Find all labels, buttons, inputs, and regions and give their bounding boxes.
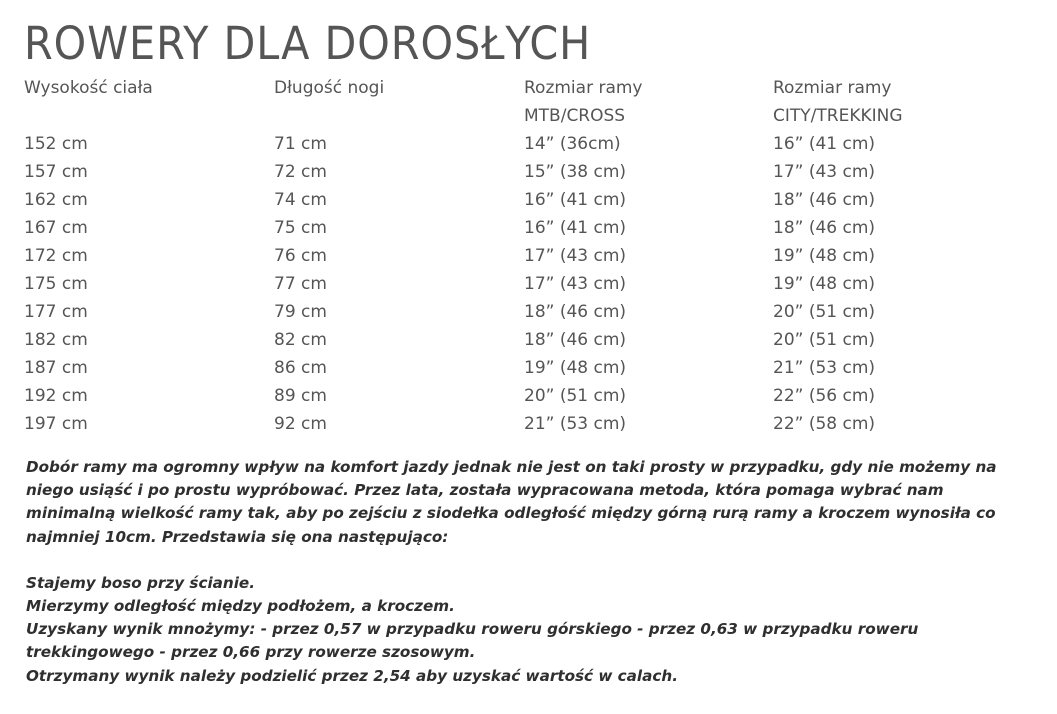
header-line2: MTB/CROSS — [524, 106, 626, 126]
step-3: Uzyskany wynik mnożymy: - przez 0,57 w przypadku roweru górskiego - przez 0,63 w przypadku roweru trekkingowego - przez 0,66 przy rowerze szosowym. — [26, 620, 919, 662]
cell-body-height: 197 cm — [24, 414, 88, 434]
header-line1: Rozmiar ramy — [773, 78, 892, 98]
table-row — [24, 382, 1034, 410]
cell-frame-mtb: 17” (43 cm) — [524, 246, 627, 266]
cell-frame-city: 22” (58 cm) — [773, 414, 876, 434]
cell-frame-city: 19” (48 cm) — [773, 246, 876, 266]
cell-leg-length: 79 cm — [274, 302, 327, 322]
cell-leg-length: 89 cm — [274, 386, 327, 406]
cell-frame-mtb: 20” (51 cm) — [524, 386, 627, 406]
step-1: Stajemy boso przy ścianie. — [26, 573, 256, 592]
cell-body-height: 192 cm — [24, 386, 88, 406]
cell-leg-length: 74 cm — [274, 190, 327, 210]
cell-leg-length: 92 cm — [274, 414, 327, 434]
cell-frame-mtb: 16” (41 cm) — [524, 218, 627, 238]
cell-frame-city: 20” (51 cm) — [773, 330, 876, 350]
cell-frame-city: 18” (46 cm) — [773, 190, 876, 210]
cell-body-height: 167 cm — [24, 218, 88, 238]
intro-paragraph: Dobór ramy ma ogromny wpływ na komfort jazdy jednak nie jest on taki prosty w przypadku, gdy nie możemy na niego usiąść i po prostu wypróbować. Przez lata, została wypracowana metoda, która pomaga wybrać nam minimalną wielkość ramy tak, aby po zejściu z siodełka odległość między górną rurą ramy a kroczem wynosiła co najmniej 10cm. Przedstawia się ona następująco: — [26, 458, 997, 546]
cell-frame-mtb: 18” (46 cm) — [524, 330, 627, 350]
table-row — [24, 326, 1034, 354]
table-row — [24, 354, 1034, 382]
cell-body-height: 177 cm — [24, 302, 88, 322]
cell-frame-mtb: 15” (38 cm) — [524, 162, 627, 182]
table-row — [24, 158, 1034, 186]
cell-frame-mtb: 14” (36cm) — [524, 134, 621, 154]
table-row — [24, 214, 1034, 242]
cell-frame-mtb: 17” (43 cm) — [524, 274, 627, 294]
step-2: Mierzymy odległość między podłożem, a kroczem. — [26, 597, 455, 616]
cell-body-height: 175 cm — [24, 274, 88, 294]
cell-frame-mtb: 21” (53 cm) — [524, 414, 627, 434]
header-frame-mtb — [524, 74, 643, 130]
cell-leg-length: 77 cm — [274, 274, 327, 294]
cell-leg-length: 72 cm — [274, 162, 327, 182]
cell-body-height: 152 cm — [24, 134, 88, 154]
header-frame-city — [773, 74, 903, 130]
cell-frame-city: 21” (53 cm) — [773, 358, 876, 378]
cell-leg-length: 86 cm — [274, 358, 327, 378]
cell-frame-mtb: 18” (46 cm) — [524, 302, 627, 322]
cell-body-height: 157 cm — [24, 162, 88, 182]
header-line1: Długość nogi — [274, 78, 385, 98]
cell-body-height: 187 cm — [24, 358, 88, 378]
header-line1: Rozmiar ramy — [524, 78, 643, 98]
table-row — [24, 410, 1034, 438]
cell-frame-mtb: 16” (41 cm) — [524, 190, 627, 210]
table-row — [24, 130, 1034, 158]
table-row — [24, 298, 1034, 326]
step-4: Otrzymany wynik należy podzielić przez 2,54 aby uzyskać wartość w calach. — [26, 666, 678, 685]
cell-leg-length: 76 cm — [274, 246, 327, 266]
header-line2: CITY/TREKKING — [773, 106, 903, 126]
cell-frame-city: 17” (43 cm) — [773, 162, 876, 182]
table-body — [24, 130, 1034, 438]
cell-frame-city: 18” (46 cm) — [773, 218, 876, 238]
cell-body-height: 172 cm — [24, 246, 88, 266]
cell-frame-city: 20” (51 cm) — [773, 302, 876, 322]
cell-leg-length: 71 cm — [274, 134, 327, 154]
cell-frame-city: 19” (48 cm) — [773, 274, 876, 294]
header-leg-length — [274, 74, 384, 102]
table-row — [24, 242, 1034, 270]
page-title: ROWERY DLA DOROSŁYCH — [24, 17, 592, 70]
header-body-height — [24, 74, 153, 102]
cell-leg-length: 82 cm — [274, 330, 327, 350]
cell-frame-city: 16” (41 cm) — [773, 134, 876, 154]
cell-frame-mtb: 19” (48 cm) — [524, 358, 627, 378]
cell-leg-length: 75 cm — [274, 218, 327, 238]
cell-body-height: 182 cm — [24, 330, 88, 350]
table-row — [24, 270, 1034, 298]
cell-body-height: 162 cm — [24, 190, 88, 210]
cell-frame-city: 22” (56 cm) — [773, 386, 876, 406]
table-row — [24, 186, 1034, 214]
description — [26, 456, 1031, 688]
header-line1: Wysokość ciała — [24, 78, 153, 98]
